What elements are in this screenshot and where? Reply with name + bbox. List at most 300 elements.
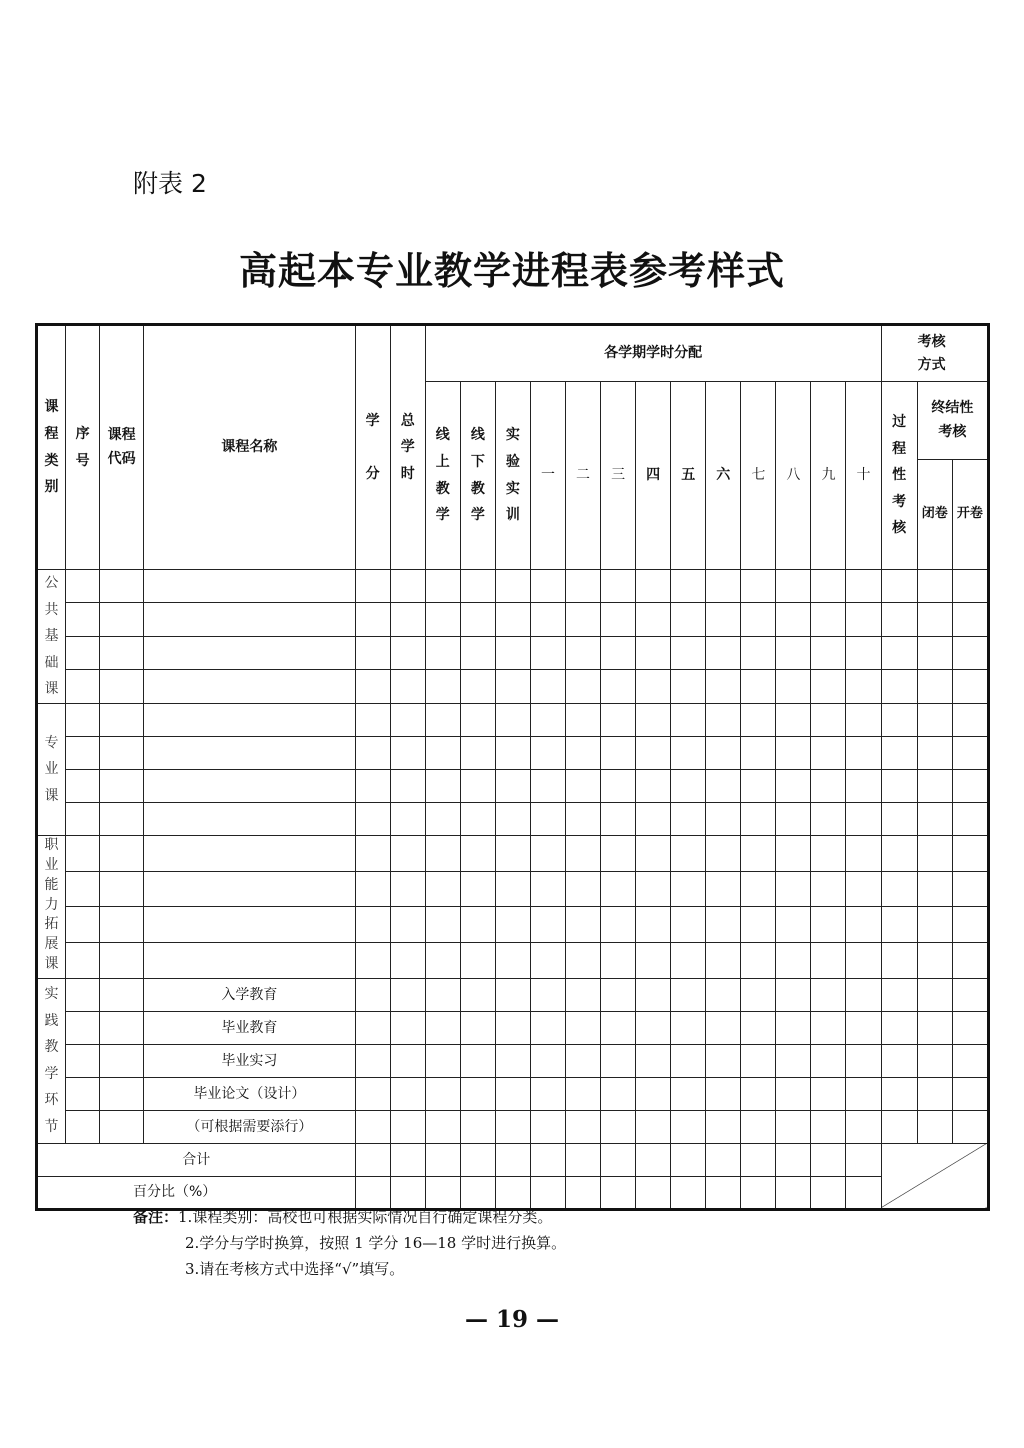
- table-cell: [846, 736, 881, 769]
- table-cell: [495, 703, 530, 736]
- table-cell: [741, 1011, 776, 1044]
- table-cell: [390, 1044, 425, 1077]
- table-cell: [846, 835, 881, 871]
- table-cell: [952, 1011, 988, 1044]
- table-cell: [495, 769, 530, 802]
- table-cell: [460, 1044, 495, 1077]
- table-cell: [460, 802, 495, 835]
- table-cell: [952, 802, 988, 835]
- table-cell: [776, 943, 811, 979]
- table-cell: [460, 603, 495, 636]
- table-cell: [565, 1176, 600, 1209]
- table-cell: [811, 1077, 846, 1110]
- table-cell: [741, 636, 776, 669]
- table-cell: [390, 603, 425, 636]
- table-cell: [846, 1110, 881, 1143]
- table-cell: [100, 907, 144, 943]
- table-cell: [355, 871, 390, 907]
- table-cell: [917, 943, 952, 979]
- table-cell: [495, 802, 530, 835]
- table-cell: [565, 603, 600, 636]
- col-header-total-hours: [390, 325, 425, 570]
- table-cell: [671, 1143, 706, 1176]
- table-cell: [811, 802, 846, 835]
- table-cell: [530, 736, 565, 769]
- table-cell: [425, 943, 460, 979]
- table-row: [37, 736, 989, 769]
- col-header-credits: [355, 325, 390, 570]
- table-cell: [495, 570, 530, 603]
- table-cell: [530, 703, 565, 736]
- table-cell: [100, 871, 144, 907]
- table-cell: [917, 802, 952, 835]
- table-cell: [100, 802, 144, 835]
- col-header-course-code: [100, 325, 144, 570]
- table-row: [37, 802, 989, 835]
- table-cell: [917, 670, 952, 704]
- table-cell: [425, 603, 460, 636]
- table-cell: [671, 943, 706, 979]
- table-cell: [776, 1044, 811, 1077]
- table-cell: [636, 1143, 671, 1176]
- table-cell: [460, 835, 495, 871]
- table-cell: [636, 703, 671, 736]
- table-cell: [100, 835, 144, 871]
- note-item: 1.课程类别：高校也可根据实际情况自行确定课程分类。: [178, 1208, 553, 1226]
- table-cell: [144, 736, 355, 769]
- table-cell: [390, 1143, 425, 1176]
- table-cell: [636, 736, 671, 769]
- table-cell: [671, 769, 706, 802]
- table-cell: [776, 835, 811, 871]
- table-cell: [671, 1044, 706, 1077]
- stacked-text: 公 共 基 础 课: [44, 575, 59, 698]
- table-cell: [495, 978, 530, 1011]
- table-cell: [390, 736, 425, 769]
- total-label: 合计: [37, 1143, 356, 1176]
- table-row: [37, 670, 989, 704]
- table-cell: [460, 1143, 495, 1176]
- col-header-process-assessment: [881, 382, 917, 570]
- table-cell: [530, 1110, 565, 1143]
- table-cell: [601, 769, 636, 802]
- table-cell: [952, 1110, 988, 1143]
- table-cell: [390, 943, 425, 979]
- table-cell: [565, 636, 600, 669]
- table-cell: [917, 871, 952, 907]
- table-cell: [671, 703, 706, 736]
- table-cell: [636, 603, 671, 636]
- table-cell: [671, 835, 706, 871]
- table-cell: [776, 636, 811, 669]
- table-cell: [425, 907, 460, 943]
- table-cell: [601, 636, 636, 669]
- table-cell: [355, 736, 390, 769]
- col-header-semester-4: 四: [636, 382, 671, 570]
- table-cell: [917, 1110, 952, 1143]
- practice-item: 毕业实习: [144, 1044, 355, 1077]
- table-row: [37, 603, 989, 636]
- table-cell: [671, 636, 706, 669]
- table-cell: [460, 636, 495, 669]
- table-cell: [565, 670, 600, 704]
- table-cell: [917, 736, 952, 769]
- table-cell: [776, 1110, 811, 1143]
- table-cell: [565, 1044, 600, 1077]
- table-cell: [144, 570, 355, 603]
- table-cell: [741, 736, 776, 769]
- table-cell: [425, 835, 460, 871]
- teaching-schedule-table: [35, 323, 990, 1211]
- col-header-semester-3: 三: [601, 382, 636, 570]
- col-header-semester-8: 八: [776, 382, 811, 570]
- table-cell: [881, 802, 917, 835]
- table-cell: [706, 802, 741, 835]
- table-cell: [881, 871, 917, 907]
- table-cell: [881, 943, 917, 979]
- practice-item: 毕业论文（设计）: [144, 1077, 355, 1110]
- col-header-lab: [495, 382, 530, 570]
- table-cell: [811, 835, 846, 871]
- table-cell: [66, 871, 100, 907]
- table-cell: [390, 802, 425, 835]
- table-cell: [530, 670, 565, 704]
- table-cell: [741, 1143, 776, 1176]
- table-cell: [776, 1011, 811, 1044]
- table-cell: [100, 1044, 144, 1077]
- table-cell: [741, 703, 776, 736]
- table-cell: [952, 769, 988, 802]
- percentage-label: 百分比（%）: [37, 1176, 356, 1209]
- stacked-text: 终结性 考核: [931, 399, 974, 440]
- table-cell: [706, 835, 741, 871]
- table-cell: [741, 603, 776, 636]
- table-cell: [144, 871, 355, 907]
- table-cell: [776, 603, 811, 636]
- stacked-text: 考核 方式: [917, 334, 946, 373]
- table-cell: [776, 769, 811, 802]
- table-cell: [495, 636, 530, 669]
- table-cell: [460, 943, 495, 979]
- table-cell: [776, 871, 811, 907]
- table-cell: [671, 978, 706, 1011]
- table-row: [37, 943, 989, 979]
- table-cell: [917, 1011, 952, 1044]
- table-cell: [811, 603, 846, 636]
- table-cell: [846, 769, 881, 802]
- table-cell: [671, 603, 706, 636]
- table-cell: [144, 603, 355, 636]
- table-cell: [601, 570, 636, 603]
- table-cell: [530, 978, 565, 1011]
- col-header-open-book: 开卷: [952, 460, 988, 570]
- table-cell: [460, 769, 495, 802]
- table-cell: [425, 1011, 460, 1044]
- table-cell: [100, 978, 144, 1011]
- table-cell: [636, 1176, 671, 1209]
- table-cell: [100, 703, 144, 736]
- table-cell: [355, 1011, 390, 1044]
- stacked-text: 学 分: [365, 412, 380, 482]
- table-cell: [530, 570, 565, 603]
- table-cell: [100, 603, 144, 636]
- table-cell: [811, 1110, 846, 1143]
- page-title: 高起本专业教学进程表参考样式: [238, 248, 785, 293]
- note-item: 2.学分与学时换算，按照 1 学分 16—18 学时进行换算。: [185, 1234, 567, 1252]
- table-cell: [776, 1143, 811, 1176]
- table-cell: [390, 871, 425, 907]
- table-cell: [811, 736, 846, 769]
- table-cell: [636, 1011, 671, 1044]
- table-cell: [811, 703, 846, 736]
- table-cell: [741, 769, 776, 802]
- table-cell: [636, 943, 671, 979]
- col-header-serial-no: [66, 325, 100, 570]
- table-cell: [66, 736, 100, 769]
- table-cell: [881, 769, 917, 802]
- table-cell: [601, 603, 636, 636]
- table-cell: [100, 636, 144, 669]
- col-header-assessment-method: [881, 325, 988, 382]
- table-cell: [636, 636, 671, 669]
- table-cell: [144, 636, 355, 669]
- table-cell: [601, 670, 636, 704]
- table-cell: [425, 769, 460, 802]
- table-cell: [636, 802, 671, 835]
- table-cell: [355, 670, 390, 704]
- table-cell: [495, 835, 530, 871]
- table-cell: [66, 570, 100, 603]
- table-cell: [601, 1011, 636, 1044]
- table-cell: [952, 907, 988, 943]
- table-cell: [741, 802, 776, 835]
- stacked-text: 线 上 教 学: [435, 427, 450, 524]
- table-cell: [425, 1044, 460, 1077]
- table-cell: [66, 1011, 100, 1044]
- table-cell: [66, 978, 100, 1011]
- table-cell: [881, 1044, 917, 1077]
- table-cell: [530, 1044, 565, 1077]
- table-cell: [811, 636, 846, 669]
- table-cell: [706, 1176, 741, 1209]
- table-row: [37, 835, 989, 871]
- table-cell: [390, 1077, 425, 1110]
- table-row: [37, 1011, 989, 1044]
- col-header-course-category: [37, 325, 66, 570]
- table-cell: [811, 1011, 846, 1044]
- table-cell: [846, 871, 881, 907]
- table-cell: [706, 871, 741, 907]
- table-cell: [355, 769, 390, 802]
- table-cell: [66, 670, 100, 704]
- table-cell: [355, 907, 390, 943]
- table-cell: [390, 978, 425, 1011]
- table-cell: [460, 703, 495, 736]
- table-cell: [66, 703, 100, 736]
- table-cell: [355, 943, 390, 979]
- table-cell: [776, 670, 811, 704]
- page-number: — 19 —: [464, 1306, 560, 1333]
- table-cell: [495, 1011, 530, 1044]
- table-cell: [495, 670, 530, 704]
- total-row: [37, 1143, 989, 1176]
- stacked-text: 实 践 教 学 环 节: [44, 986, 59, 1135]
- table-cell: [917, 1044, 952, 1077]
- table-cell: [811, 871, 846, 907]
- table-cell: [495, 736, 530, 769]
- table-cell: [952, 871, 988, 907]
- table-cell: [741, 1044, 776, 1077]
- table-row: [37, 1110, 989, 1143]
- table-cell: [100, 769, 144, 802]
- table-cell: [706, 1077, 741, 1110]
- table-cell: [355, 802, 390, 835]
- table-cell: [846, 1143, 881, 1176]
- table-cell: [601, 907, 636, 943]
- appendix-label: 附表 2: [133, 169, 207, 198]
- note-item: 3.请在考核方式中选择“√”填写。: [185, 1260, 405, 1278]
- category-cell-public: [37, 570, 66, 704]
- notes-label: 备注：: [133, 1208, 179, 1226]
- table-cell: [100, 1077, 144, 1110]
- table-cell: [100, 943, 144, 979]
- table-cell: [636, 907, 671, 943]
- table-cell: [776, 978, 811, 1011]
- table-cell: [671, 907, 706, 943]
- table-cell: [741, 1110, 776, 1143]
- table-cell: [66, 802, 100, 835]
- table-cell: [776, 736, 811, 769]
- table-cell: [425, 636, 460, 669]
- notes: [133, 1204, 566, 1282]
- table-cell: [355, 1110, 390, 1143]
- table-cell: [390, 907, 425, 943]
- table-cell: [144, 670, 355, 704]
- table-cell: [530, 1011, 565, 1044]
- table-cell: [355, 1044, 390, 1077]
- table-cell: [952, 1077, 988, 1110]
- table-cell: [144, 907, 355, 943]
- table-cell: [565, 1110, 600, 1143]
- table-cell: [881, 1077, 917, 1110]
- table-cell: [355, 603, 390, 636]
- table-cell: [636, 1110, 671, 1143]
- table-cell: [952, 636, 988, 669]
- table-cell: [952, 978, 988, 1011]
- table-row: [37, 769, 989, 802]
- table-cell: [741, 871, 776, 907]
- table-cell: [776, 907, 811, 943]
- table-cell: [881, 736, 917, 769]
- table-cell: [952, 736, 988, 769]
- category-cell-practice: [37, 978, 66, 1143]
- table-cell: [495, 603, 530, 636]
- table-cell: [565, 1143, 600, 1176]
- table-cell: [846, 670, 881, 704]
- table-cell: [495, 943, 530, 979]
- table-cell: [846, 1011, 881, 1044]
- col-header-semester-7: 七: [741, 382, 776, 570]
- table-cell: [495, 1077, 530, 1110]
- col-header-semester-10: 十: [846, 382, 881, 570]
- table-cell: [881, 978, 917, 1011]
- table-cell: [917, 907, 952, 943]
- table-cell: [811, 978, 846, 1011]
- table-cell: [355, 1077, 390, 1110]
- table-cell: [495, 871, 530, 907]
- table-cell: [100, 736, 144, 769]
- table-cell: [425, 871, 460, 907]
- table-cell: [846, 1044, 881, 1077]
- table-cell: [741, 570, 776, 603]
- table-cell: [460, 1011, 495, 1044]
- table-cell: [706, 978, 741, 1011]
- table-cell: [601, 1110, 636, 1143]
- table-cell: [425, 1143, 460, 1176]
- table-cell: [530, 835, 565, 871]
- col-header-final-assessment: [917, 382, 988, 460]
- table-cell: [636, 1044, 671, 1077]
- table-cell: [952, 703, 988, 736]
- table-cell: [846, 1176, 881, 1209]
- table-cell: [636, 871, 671, 907]
- table-cell: [460, 1110, 495, 1143]
- table-cell: [741, 1176, 776, 1209]
- table-cell: [530, 1077, 565, 1110]
- table-cell: [636, 1077, 671, 1110]
- table-cell: [601, 736, 636, 769]
- table-cell: [671, 1077, 706, 1110]
- table-cell: [390, 703, 425, 736]
- table-cell: [565, 802, 600, 835]
- table-cell: [671, 1110, 706, 1143]
- table-cell: [671, 570, 706, 603]
- table-cell: [881, 703, 917, 736]
- table-cell: [881, 835, 917, 871]
- table-cell: [530, 802, 565, 835]
- table-cell: [776, 1077, 811, 1110]
- table-row: [37, 636, 989, 669]
- table-cell: [66, 835, 100, 871]
- table-cell: [917, 769, 952, 802]
- stacked-text: 实 验 实 训: [505, 427, 520, 524]
- table-cell: [811, 1044, 846, 1077]
- table-cell: [952, 670, 988, 704]
- table-cell: [601, 1143, 636, 1176]
- table-cell: [601, 1077, 636, 1110]
- table-cell: [601, 978, 636, 1011]
- table-cell: [66, 769, 100, 802]
- table-cell: [811, 570, 846, 603]
- table-cell: [671, 670, 706, 704]
- table-row: [37, 570, 989, 603]
- table-cell: [425, 670, 460, 704]
- table-cell: [530, 603, 565, 636]
- table-cell: [846, 802, 881, 835]
- table-cell: [671, 871, 706, 907]
- col-header-semester-9: 九: [811, 382, 846, 570]
- table-cell: [460, 978, 495, 1011]
- table-cell: [917, 603, 952, 636]
- col-header-semester-6: 六: [706, 382, 741, 570]
- table-cell: [460, 570, 495, 603]
- table-cell: [706, 943, 741, 979]
- table-cell: [601, 943, 636, 979]
- table-cell: [846, 636, 881, 669]
- table-cell: [741, 835, 776, 871]
- table-cell: [100, 1110, 144, 1143]
- practice-item: （可根据需要添行）: [144, 1110, 355, 1143]
